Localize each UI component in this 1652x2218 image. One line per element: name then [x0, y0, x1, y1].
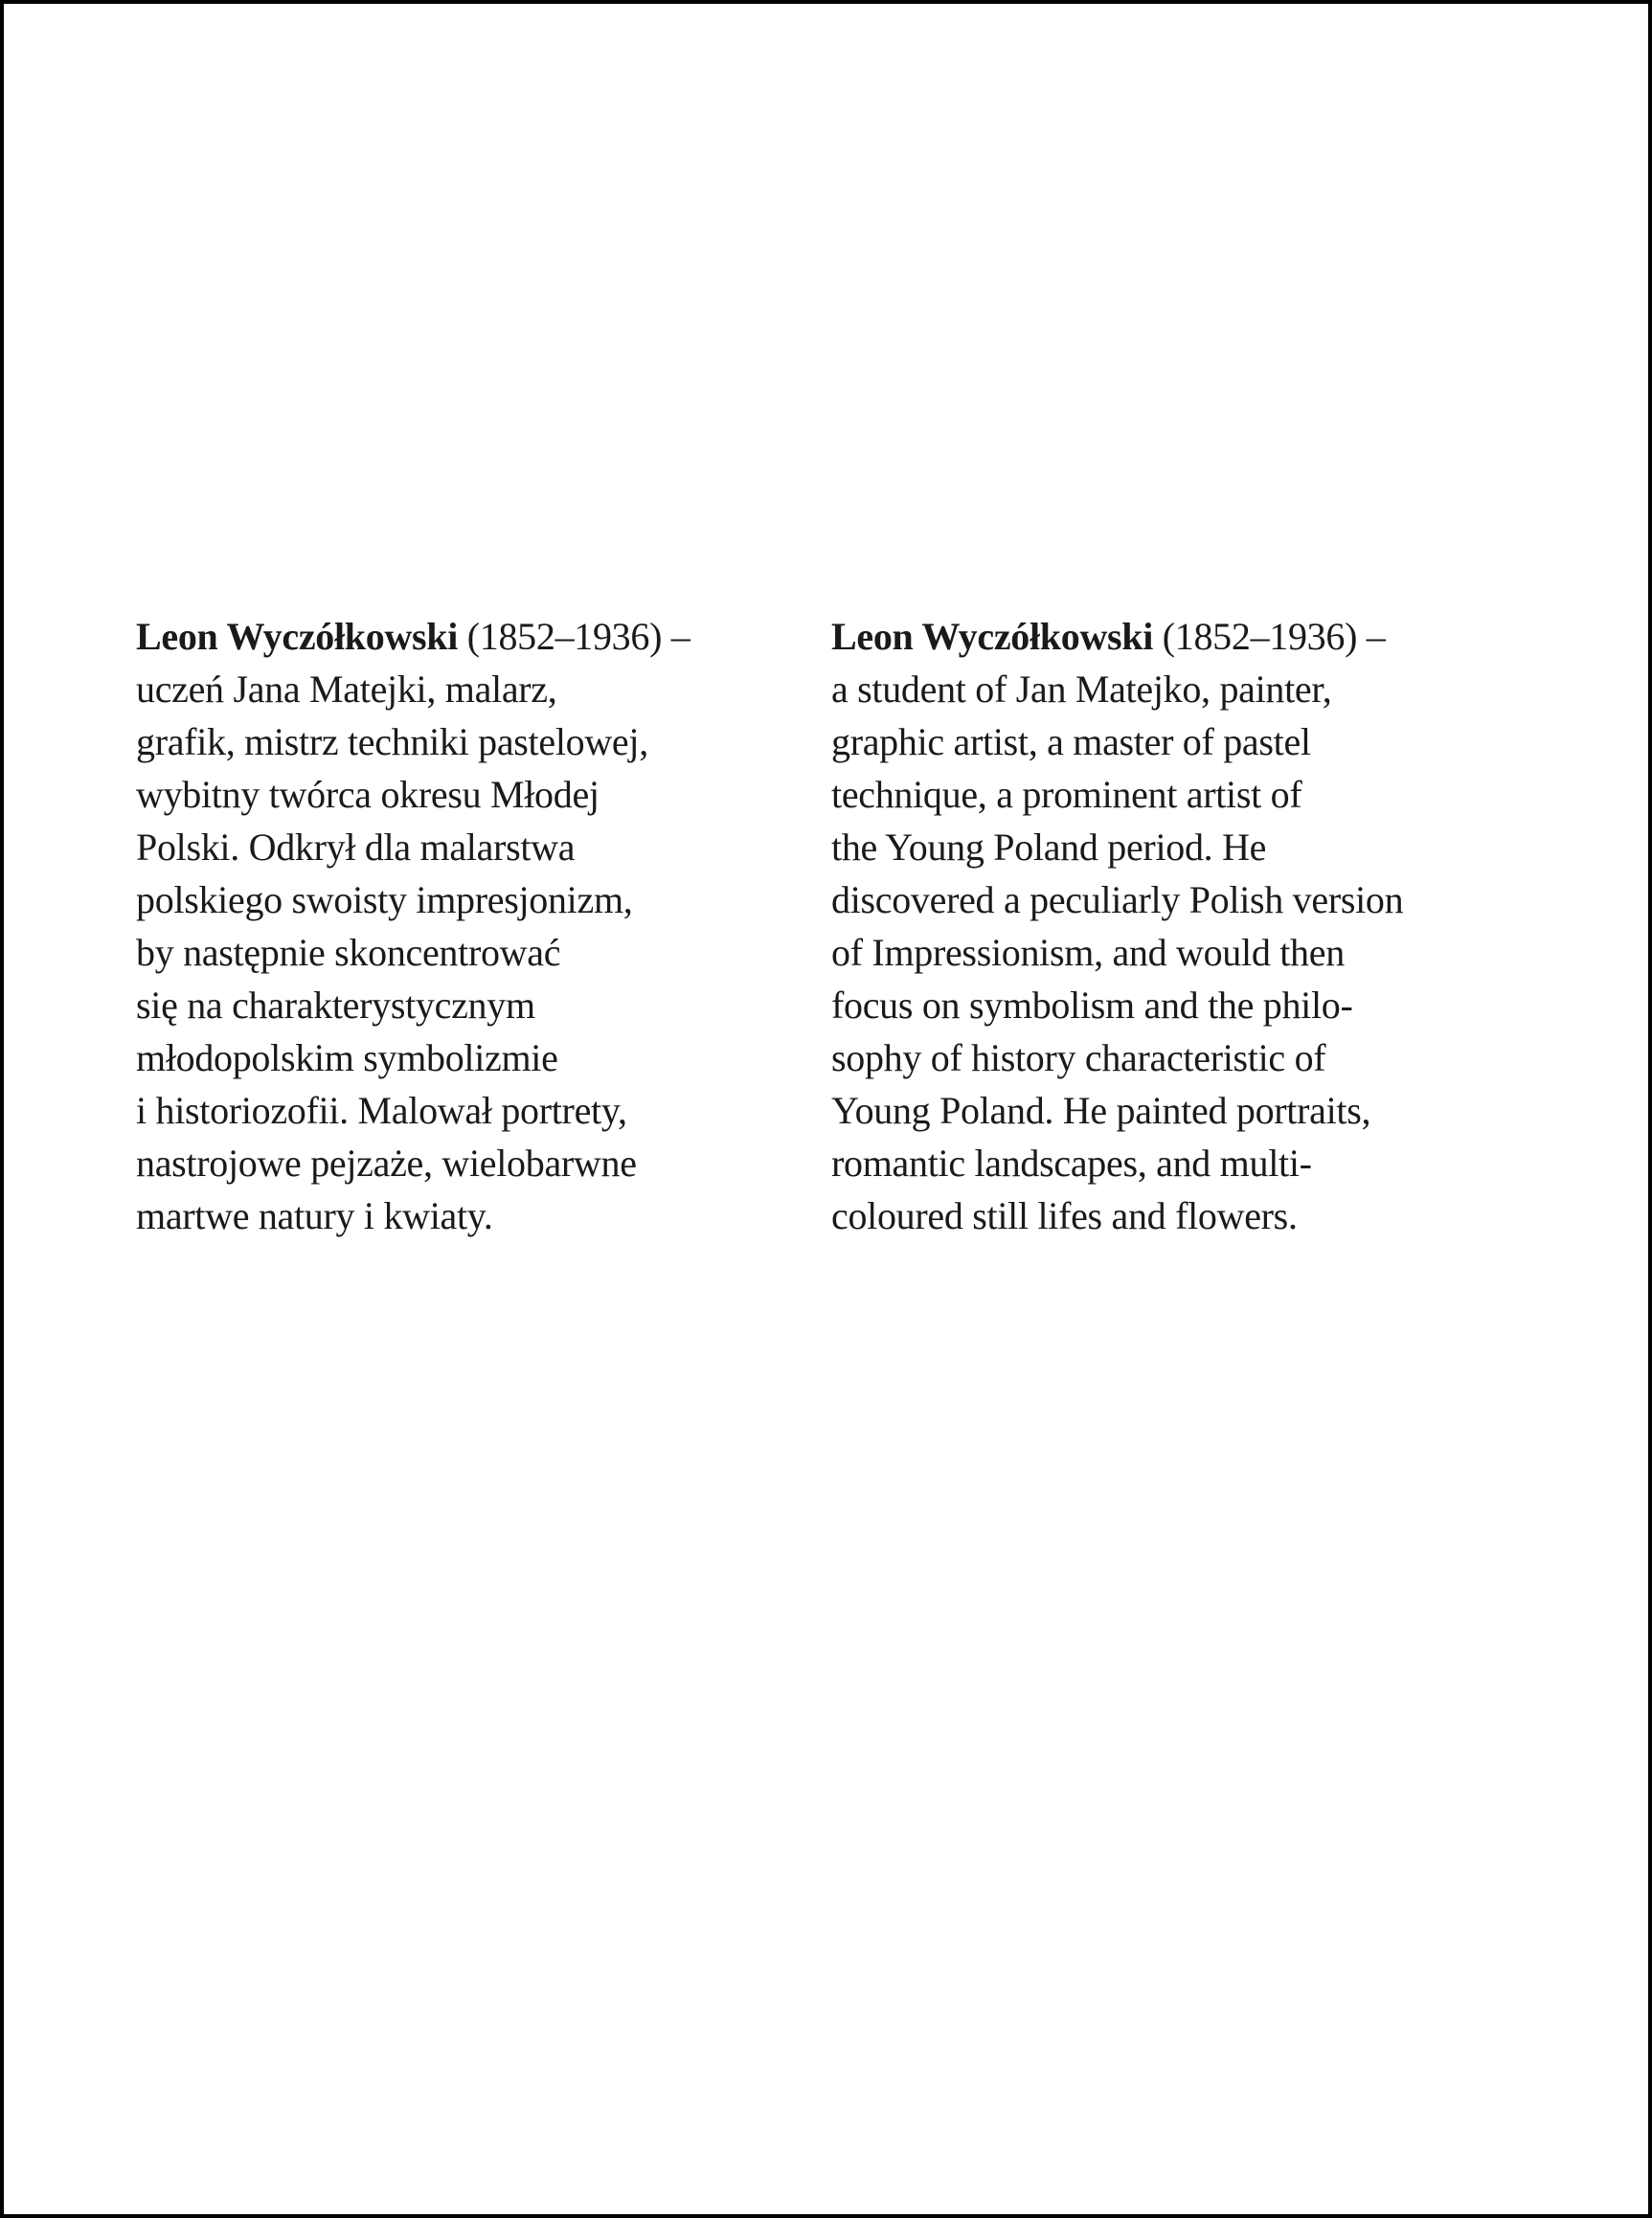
text-line: Polski. Odkrył dla malarstwa	[136, 826, 576, 869]
text-line: a student of Jan Matejko, painter,	[831, 668, 1332, 711]
text-line: młodopolskim symbolizmie	[136, 1036, 558, 1079]
text-line: i historiozofii. Malował portrety,	[136, 1089, 627, 1132]
english-heading-line	[831, 610, 1403, 663]
artist-name: Leon Wyczółkowski	[136, 615, 459, 658]
text-line: Young Poland. He painted portraits,	[831, 1089, 1371, 1132]
text-line: sophy of history characteristic of	[831, 1036, 1326, 1079]
english-biography	[831, 610, 1403, 1242]
artist-name: Leon Wyczółkowski	[831, 615, 1154, 658]
text-line: the Young Poland period. He	[831, 826, 1267, 869]
text-line: by następnie skoncentrować	[136, 931, 561, 974]
life-dates: (1852–1936) –	[458, 615, 690, 658]
polish-biography	[136, 610, 690, 1242]
text-line: martwe natury i kwiaty.	[136, 1194, 493, 1237]
text-line: of Impressionism, and would then	[831, 931, 1345, 974]
text-line: nastrojowe pejzaże, wielobarwne	[136, 1142, 637, 1185]
text-line: grafik, mistrz techniki pastelowej,	[136, 720, 648, 763]
text-line: graphic artist, a master of pastel	[831, 720, 1311, 763]
polish-heading-line	[136, 610, 690, 663]
text-line: focus on symbolism and the philo-	[831, 984, 1353, 1027]
text-line: wybitny twórca okresu Młodej	[136, 773, 600, 816]
text-line: coloured still lifes and flowers.	[831, 1194, 1298, 1237]
text-line: technique, a prominent artist of	[831, 773, 1302, 816]
text-line: uczeń Jana Matejki, malarz,	[136, 668, 557, 711]
text-line: polskiego swoisty impresjonizm,	[136, 878, 633, 921]
text-line: się na charakterystycznym	[136, 984, 535, 1027]
life-dates: (1852–1936) –	[1153, 615, 1386, 658]
text-line: romantic landscapes, and multi-	[831, 1142, 1312, 1185]
text-line: discovered a peculiarly Polish version	[831, 878, 1404, 921]
